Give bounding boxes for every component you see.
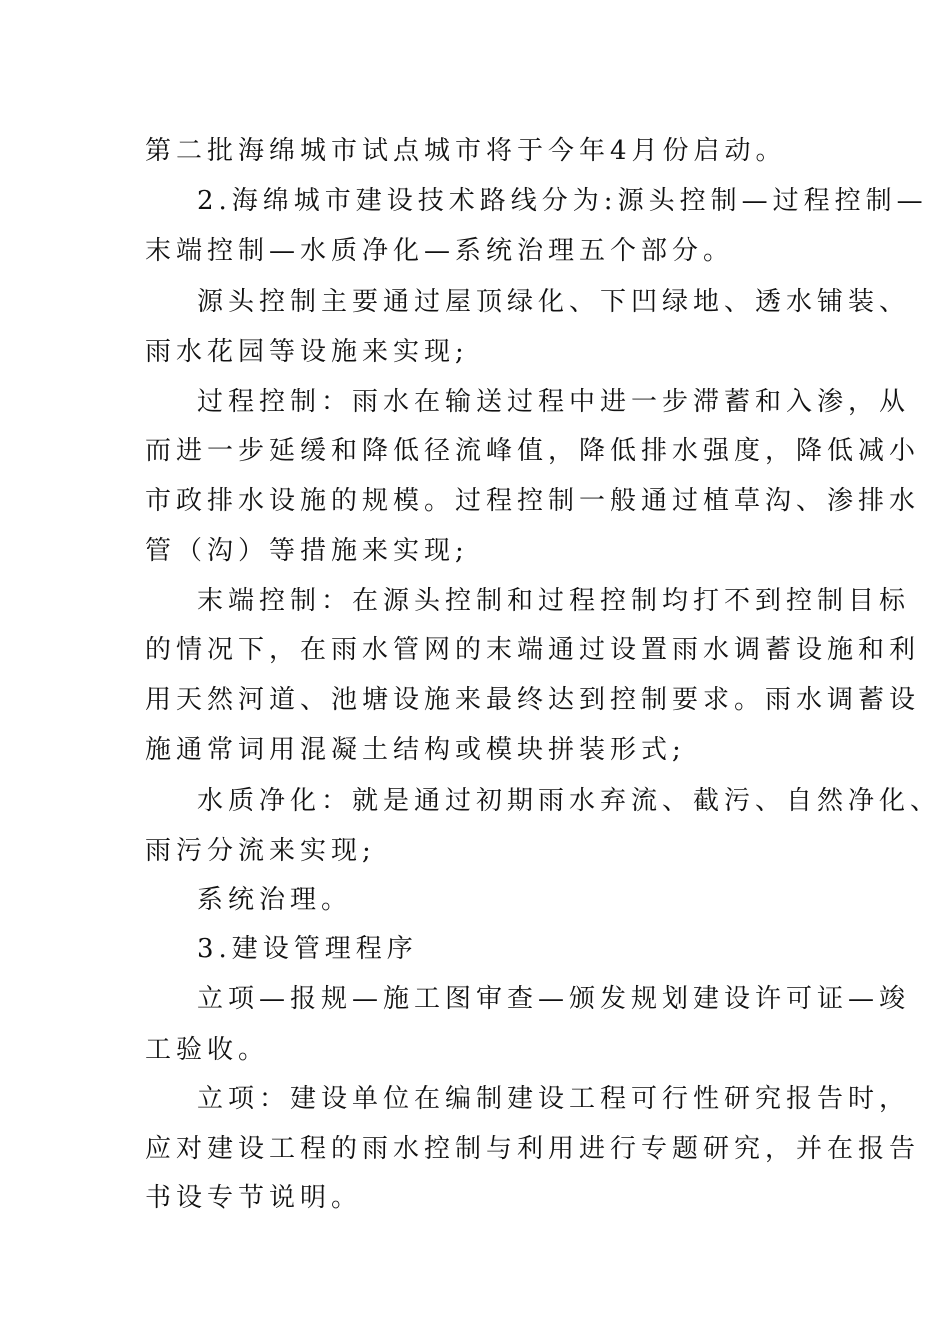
text-line: 市政排水设施的规模。过程控制一般通过植草沟、渗排水 <box>145 486 921 516</box>
text-line: 3.建设管理程序 <box>197 934 418 964</box>
text-line: 应对建设工程的雨水控制与利用进行专题研究，并在报告 <box>145 1134 921 1164</box>
text-line: 系统治理。 <box>197 885 353 915</box>
text-line: 的情况下，在雨水管网的末端通过设置雨水调蓄设施和利 <box>145 635 921 665</box>
text-line: 雨污分流来实现; <box>145 836 376 866</box>
text-line: 末端控制—水质净化—系统治理五个部分。 <box>145 236 735 266</box>
text-line: 雨水花园等设施来实现; <box>145 337 469 367</box>
text-line: 立项—报规—施工图审查—颁发规划建设许可证—竣 <box>197 984 911 1014</box>
text-line: 施通常词用混凝土结构或模块拼装形式; <box>145 735 686 765</box>
text-line: 立项：建设单位在编制建设工程可行性研究报告时， <box>197 1084 911 1114</box>
text-line: 第二批海绵城市试点城市将于今年4月份启动。 <box>145 136 787 166</box>
text-line: 末端控制：在源头控制和过程控制均打不到控制目标 <box>197 586 911 616</box>
text-line: 用天然河道、池塘设施来最终达到控制要求。雨水调蓄设 <box>145 685 921 715</box>
text-line: 过程控制：雨水在输送过程中进一步滞蓄和入渗，从 <box>197 387 911 417</box>
text-line: 源头控制主要通过屋顶绿化、下凹绿地、透水铺装、 <box>197 287 911 317</box>
text-line: 而进一步延缓和降低径流峰值，降低排水强度，降低减小 <box>145 436 921 466</box>
text-line: 管（沟）等措施来实现; <box>145 536 469 566</box>
text-line: 书设专节说明。 <box>145 1183 363 1213</box>
text-line: 水质净化：就是通过初期雨水弃流、截污、自然净化、 <box>197 786 942 816</box>
text-line: 工验收。 <box>145 1035 270 1065</box>
text-line: 2.海绵城市建设技术路线分为:源头控制—过程控制— <box>197 186 928 216</box>
